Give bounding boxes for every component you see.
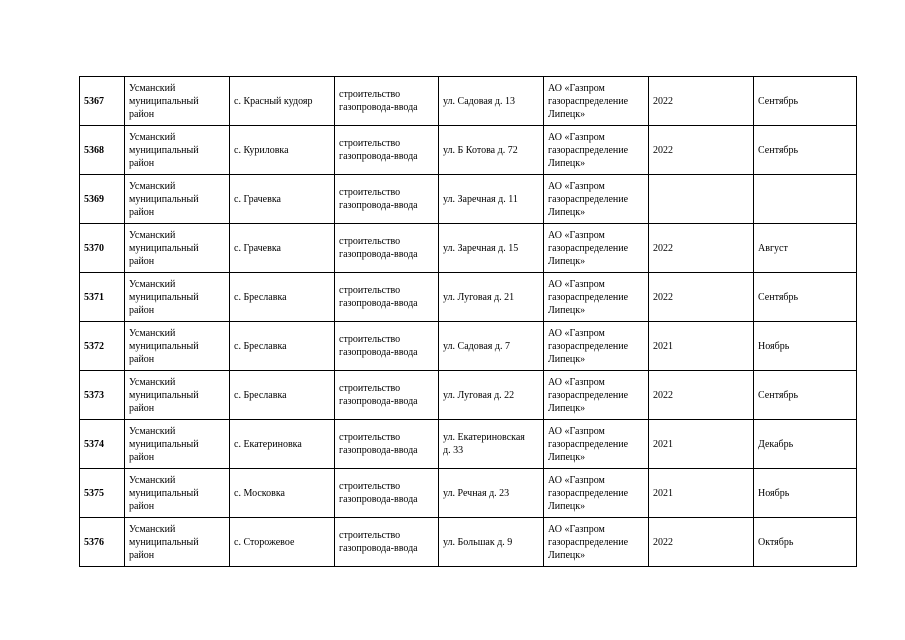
district-cell: Усманский муниципальный район bbox=[125, 77, 230, 126]
organization-cell: АО «Газпром газораспределение Липецк» bbox=[544, 371, 649, 420]
work-type-cell: строительство газопровода-ввода bbox=[335, 518, 439, 567]
row-number-cell: 5369 bbox=[80, 175, 125, 224]
address-cell: ул. Садовая д. 7 bbox=[439, 322, 544, 371]
work-type-cell: строительство газопровода-ввода bbox=[335, 420, 439, 469]
table-row bbox=[80, 469, 857, 518]
address-cell: ул. Б Котова д. 72 bbox=[439, 126, 544, 175]
table-row bbox=[80, 224, 857, 273]
settlement-cell: с. Грачевка bbox=[230, 175, 335, 224]
work-type-cell: строительство газопровода-ввода bbox=[335, 175, 439, 224]
month-cell: Сентябрь bbox=[754, 126, 857, 175]
work-type-cell: строительство газопровода-ввода bbox=[335, 126, 439, 175]
address-cell: ул. Речная д. 23 bbox=[439, 469, 544, 518]
month-cell: Сентябрь bbox=[754, 273, 857, 322]
year-cell: 2022 bbox=[649, 126, 754, 175]
district-cell: Усманский муниципальный район bbox=[125, 371, 230, 420]
organization-cell: АО «Газпром газораспределение Липецк» bbox=[544, 175, 649, 224]
month-cell: Ноябрь bbox=[754, 322, 857, 371]
month-cell: Декабрь bbox=[754, 420, 857, 469]
work-type-cell: строительство газопровода-ввода bbox=[335, 469, 439, 518]
organization-cell: АО «Газпром газораспределение Липецк» bbox=[544, 322, 649, 371]
organization-cell: АО «Газпром газораспределение Липецк» bbox=[544, 518, 649, 567]
work-type-cell: строительство газопровода-ввода bbox=[335, 224, 439, 273]
district-cell: Усманский муниципальный район bbox=[125, 273, 230, 322]
settlement-cell: с. Бреславка bbox=[230, 371, 335, 420]
district-cell: Усманский муниципальный район bbox=[125, 420, 230, 469]
table-row bbox=[80, 273, 857, 322]
month-cell: Сентябрь bbox=[754, 371, 857, 420]
row-number-cell: 5372 bbox=[80, 322, 125, 371]
address-cell: ул. Луговая д. 22 bbox=[439, 371, 544, 420]
work-type-cell: строительство газопровода-ввода bbox=[335, 322, 439, 371]
year-cell: 2022 bbox=[649, 371, 754, 420]
settlement-cell: с. Куриловка bbox=[230, 126, 335, 175]
month-cell bbox=[754, 175, 857, 224]
row-number-cell: 5375 bbox=[80, 469, 125, 518]
address-cell: ул. Екатериновская д. 33 bbox=[439, 420, 544, 469]
work-type-cell: строительство газопровода-ввода bbox=[335, 273, 439, 322]
address-cell: ул. Садовая д. 13 bbox=[439, 77, 544, 126]
row-number-cell: 5368 bbox=[80, 126, 125, 175]
year-cell: 2021 bbox=[649, 469, 754, 518]
organization-cell: АО «Газпром газораспределение Липецк» bbox=[544, 469, 649, 518]
gasification-table bbox=[79, 76, 857, 567]
settlement-cell: с. Московка bbox=[230, 469, 335, 518]
organization-cell: АО «Газпром газораспределение Липецк» bbox=[544, 273, 649, 322]
year-cell: 2022 bbox=[649, 77, 754, 126]
settlement-cell: с. Бреславка bbox=[230, 273, 335, 322]
year-cell bbox=[649, 175, 754, 224]
table-row bbox=[80, 371, 857, 420]
table-row bbox=[80, 126, 857, 175]
table-row bbox=[80, 77, 857, 126]
settlement-cell: с. Грачевка bbox=[230, 224, 335, 273]
month-cell: Ноябрь bbox=[754, 469, 857, 518]
year-cell: 2022 bbox=[649, 518, 754, 567]
year-cell: 2022 bbox=[649, 273, 754, 322]
month-cell: Октябрь bbox=[754, 518, 857, 567]
row-number-cell: 5376 bbox=[80, 518, 125, 567]
month-cell: Сентябрь bbox=[754, 77, 857, 126]
year-cell: 2021 bbox=[649, 322, 754, 371]
row-number-cell: 5373 bbox=[80, 371, 125, 420]
district-cell: Усманский муниципальный район bbox=[125, 175, 230, 224]
year-cell: 2021 bbox=[649, 420, 754, 469]
row-number-cell: 5367 bbox=[80, 77, 125, 126]
settlement-cell: с. Сторожевое bbox=[230, 518, 335, 567]
address-cell: ул. Луговая д. 21 bbox=[439, 273, 544, 322]
settlement-cell: с. Бреславка bbox=[230, 322, 335, 371]
organization-cell: АО «Газпром газораспределение Липецк» bbox=[544, 224, 649, 273]
district-cell: Усманский муниципальный район bbox=[125, 518, 230, 567]
district-cell: Усманский муниципальный район bbox=[125, 126, 230, 175]
address-cell: ул. Заречная д. 11 bbox=[439, 175, 544, 224]
table-row bbox=[80, 322, 857, 371]
table-row bbox=[80, 518, 857, 567]
organization-cell: АО «Газпром газораспределение Липецк» bbox=[544, 126, 649, 175]
work-type-cell: строительство газопровода-ввода bbox=[335, 77, 439, 126]
work-type-cell: строительство газопровода-ввода bbox=[335, 371, 439, 420]
organization-cell: АО «Газпром газораспределение Липецк» bbox=[544, 420, 649, 469]
row-number-cell: 5374 bbox=[80, 420, 125, 469]
address-cell: ул. Заречная д. 15 bbox=[439, 224, 544, 273]
row-number-cell: 5370 bbox=[80, 224, 125, 273]
settlement-cell: с. Екатериновка bbox=[230, 420, 335, 469]
table-row bbox=[80, 175, 857, 224]
year-cell: 2022 bbox=[649, 224, 754, 273]
organization-cell: АО «Газпром газораспределение Липецк» bbox=[544, 77, 649, 126]
district-cell: Усманский муниципальный район bbox=[125, 322, 230, 371]
address-cell: ул. Большак д. 9 bbox=[439, 518, 544, 567]
settlement-cell: с. Красный кудояр bbox=[230, 77, 335, 126]
district-cell: Усманский муниципальный район bbox=[125, 469, 230, 518]
table-row bbox=[80, 420, 857, 469]
district-cell: Усманский муниципальный район bbox=[125, 224, 230, 273]
month-cell: Август bbox=[754, 224, 857, 273]
table-body bbox=[80, 77, 857, 567]
row-number-cell: 5371 bbox=[80, 273, 125, 322]
